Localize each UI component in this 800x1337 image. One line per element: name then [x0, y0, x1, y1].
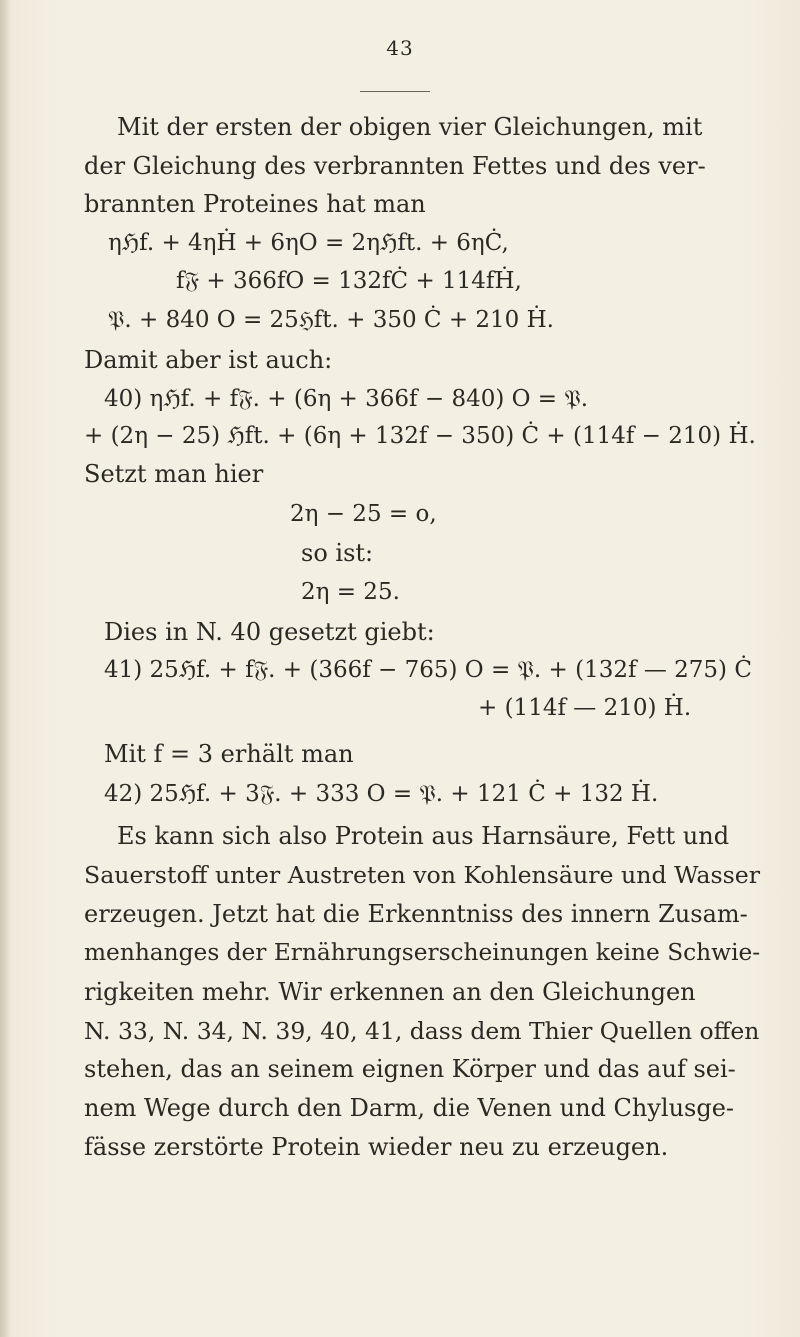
text-line: der Gleichung des verbrannten Fettes und des ver- [84, 152, 706, 180]
text-line: Mit der ersten der obigen vier Gleichungen, mit [117, 113, 703, 141]
text-line: fässe zerstörte Protein wieder neu zu erzeugen. [84, 1133, 669, 1161]
equation-line: 41) 25ℌf. + f𝔉. + (366f − 765) O = 𝔓. + (132f — 275) Ċ [104, 657, 752, 683]
text-line: Es kann sich also Protein aus Harnsäure, Fett und [117, 822, 730, 850]
text-line: N. 33, N. 34, N. 39, 40, 41, dass dem Thier Quellen offen [84, 1017, 760, 1045]
text-line: Damit aber ist auch: [84, 346, 333, 374]
text-line: stehen, das an seinem eignen Körper und das auf sei- [84, 1055, 736, 1083]
text-line: menhanges der Ernährungserscheinungen keine Schwie- [84, 939, 761, 966]
page-number: 43 [386, 36, 414, 60]
equation-line: 𝔓. + 840 O = 25ℌft. + 350 Ċ + 210 Ḣ. [108, 307, 554, 333]
spine-shadow [0, 0, 10, 1337]
text-line: Sauerstoff unter Austreten von Kohlensäure und Wasser [84, 861, 761, 889]
equation-line: + (114f — 210) Ḣ. [478, 695, 692, 721]
equation-line: f𝔉 + 366fO = 132fĊ + 114fḢ, [176, 268, 522, 294]
text-line: Dies in N. 40 gesetzt giebt: [104, 618, 435, 646]
text-line: brannten Proteines hat man [84, 190, 426, 218]
header-rule [360, 91, 430, 92]
text-line: Setzt man hier [84, 460, 264, 488]
equation-line: 2η = 25. [301, 579, 400, 605]
equation-line: 2η − 25 = o, [290, 501, 437, 527]
equation-line: ηℌf. + 4ηḢ + 6ηO = 2ηℌft. + 6ηĊ, [108, 230, 509, 256]
text-line: rigkeiten mehr. Wir erkennen an den Gleichungen [84, 978, 696, 1006]
text-line: Mit f = 3 erhält man [104, 740, 354, 768]
equation-line: 42) 25ℌf. + 3𝔉. + 333 O = 𝔓. + 121 Ċ + 132 Ḣ. [104, 781, 659, 807]
text-line: erzeugen. Jetzt hat die Erkenntniss des innern Zusam- [84, 900, 748, 928]
text-line: nem Wege durch den Darm, die Venen und Chylusge- [84, 1094, 735, 1122]
text-line: so ist: [301, 539, 374, 567]
equation-line: + (2η − 25) ℌft. + (6η + 132f − 350) Ċ + (114f − 210) Ḣ. [84, 423, 756, 449]
equation-line: 40) ηℌf. + f𝔉. + (6η + 366f − 840) O = 𝔓. [104, 386, 589, 412]
